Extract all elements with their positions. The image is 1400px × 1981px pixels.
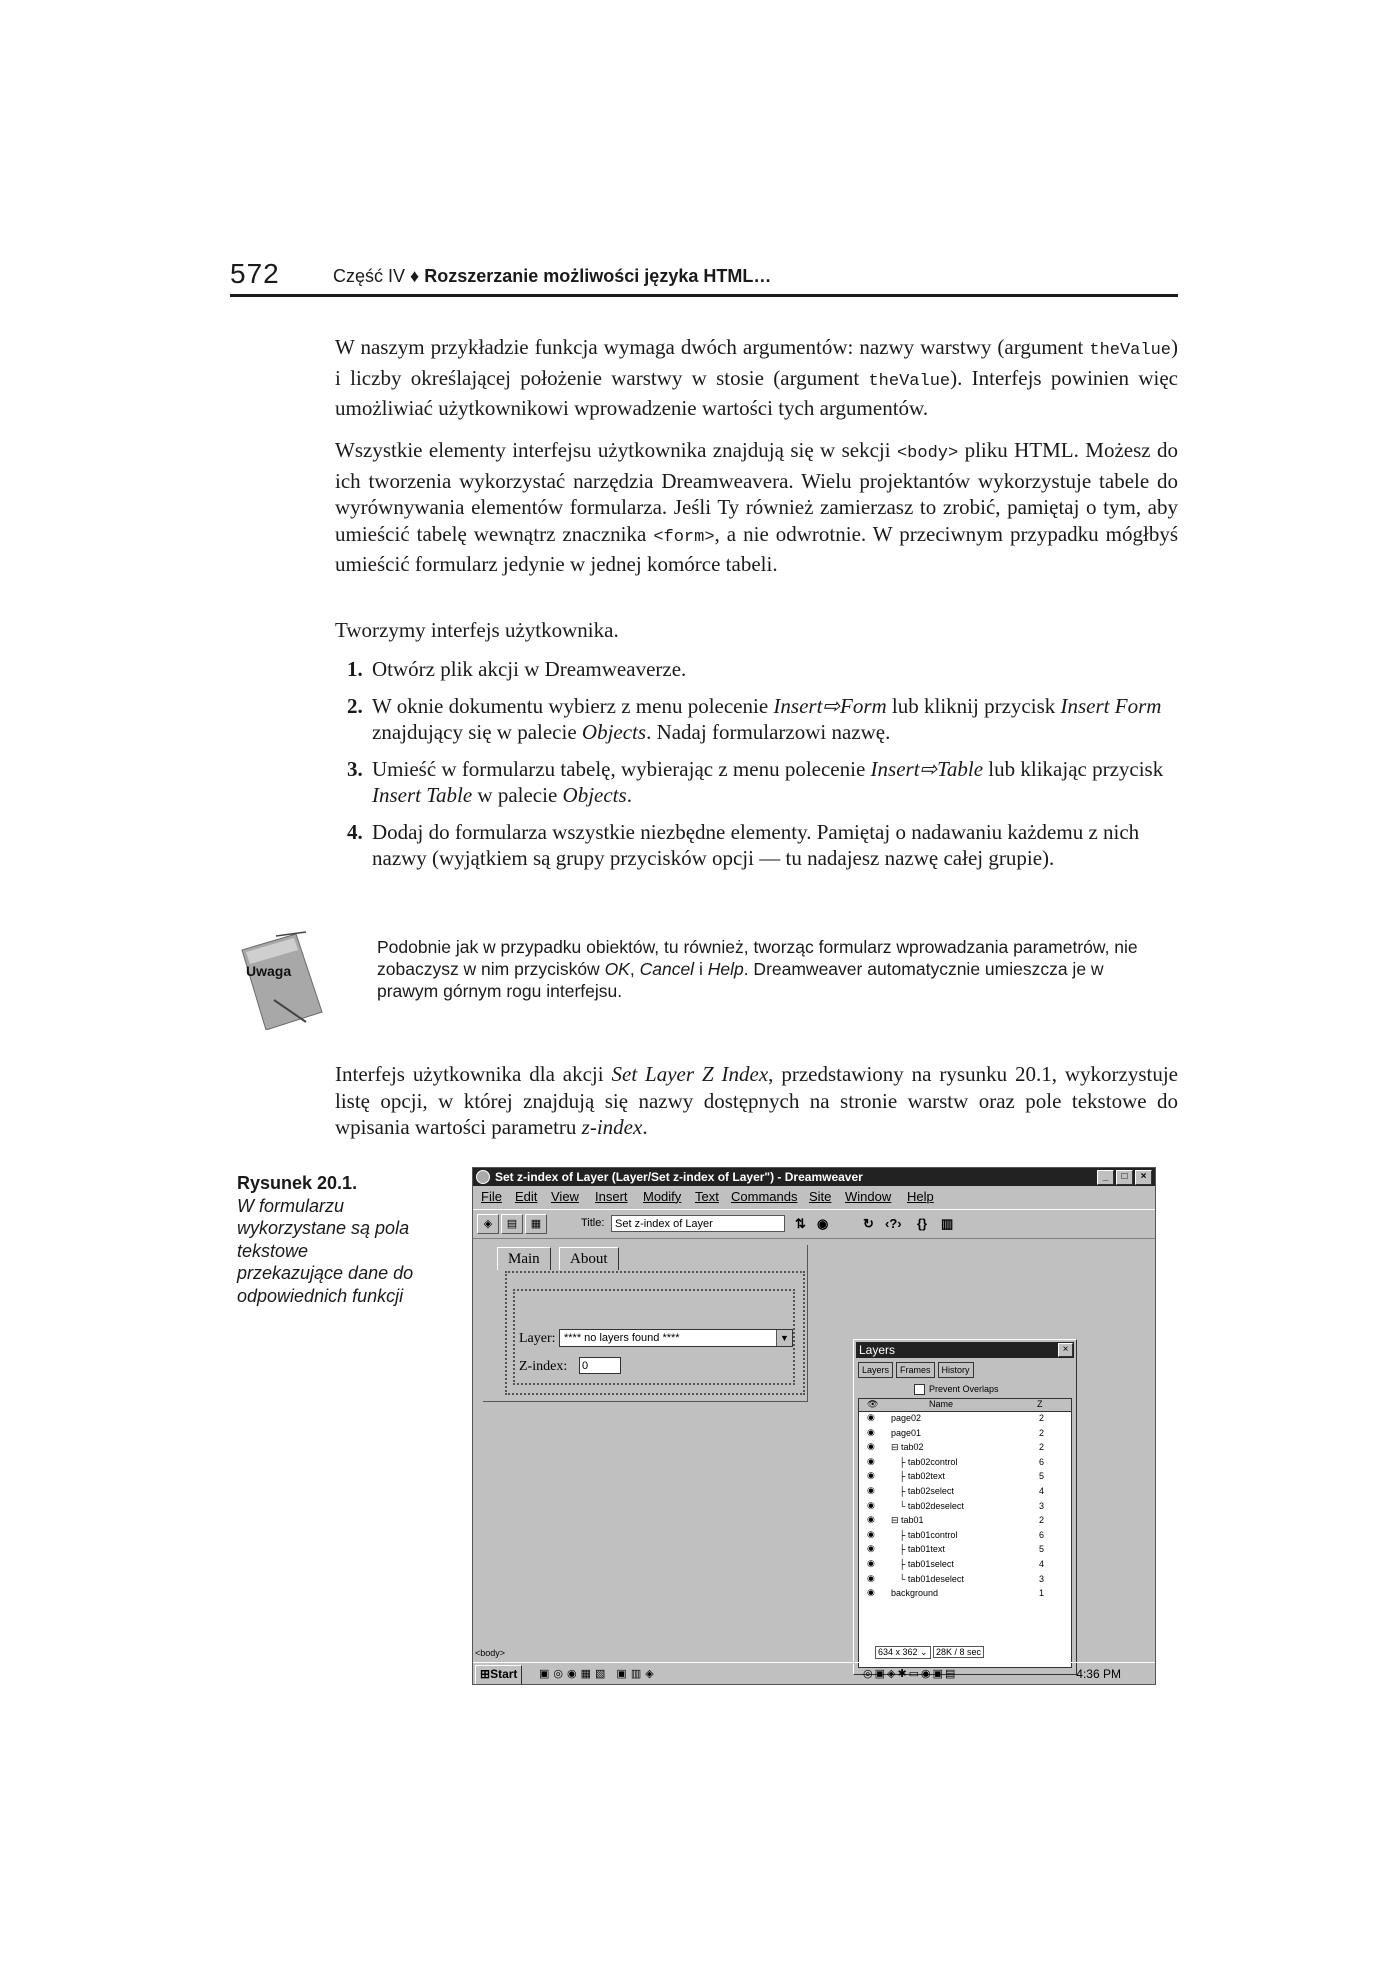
- text-run: Podobnie jak w przypadku obiektów, tu również, tworząc formularz wprowadzania parametrów, nie zobaczysz w nim przycisków: [377, 937, 1138, 979]
- show-code-icon[interactable]: ◈: [477, 1214, 499, 1234]
- close-icon[interactable]: ×: [1135, 1170, 1152, 1185]
- chapter-title: Rozszerzanie możliwości języka HTML…: [424, 266, 772, 286]
- figure-caption: [237, 1172, 417, 1307]
- quick-launch-icons[interactable]: ▣◎◉▦▧ ▣▥◈: [539, 1668, 658, 1680]
- layer-name: page01: [891, 1427, 922, 1438]
- layer-name: ├ tab01select: [899, 1558, 954, 1569]
- layer-list: [858, 1398, 1072, 1668]
- eye-icon[interactable]: ◉: [867, 1441, 875, 1452]
- step-number: 3.: [347, 756, 363, 781]
- panel-title-text: Layers: [859, 1343, 896, 1357]
- menu-edit[interactable]: Edit: [515, 1189, 538, 1204]
- menu-window[interactable]: Window: [845, 1189, 892, 1204]
- form-outline: [505, 1271, 805, 1395]
- layer-z: 6: [1039, 1456, 1045, 1467]
- layer-z: 4: [1039, 1558, 1045, 1569]
- text-run: Interfejs użytkownika dla akcji: [335, 1062, 612, 1086]
- layer-select-value: **** no layers found ****: [564, 1332, 680, 1344]
- text-run: . Dreamweaver automatycznie umieszcza je w prawym górnym rogu interfejsu.: [377, 959, 1104, 1001]
- eye-icon[interactable]: ◉: [867, 1557, 875, 1568]
- layer-name: ├ tab02control: [899, 1456, 958, 1467]
- document-window: [475, 1239, 1153, 1657]
- list-item[interactable]: [859, 1470, 1071, 1485]
- prevent-overlaps-checkbox[interactable]: [914, 1384, 999, 1395]
- menu-file[interactable]: File: [481, 1189, 502, 1204]
- layer-z: 1: [1039, 1588, 1045, 1599]
- menu-site[interactable]: Site: [809, 1189, 832, 1204]
- text-run: znajdujący się w palecie: [372, 720, 582, 744]
- tab-frames[interactable]: Frames: [896, 1362, 935, 1378]
- layers-panel-title: [856, 1342, 1074, 1358]
- view-options-icon[interactable]: ▥: [941, 1216, 954, 1231]
- tab-main[interactable]: Main: [497, 1247, 551, 1270]
- title-label: Title:: [581, 1217, 605, 1229]
- tab-about[interactable]: About: [559, 1247, 619, 1270]
- layer-name: ⊟ tab01: [891, 1515, 924, 1526]
- menu-commands[interactable]: Commands: [731, 1189, 798, 1204]
- code-design-icon[interactable]: ▤: [501, 1214, 523, 1234]
- button-name: Insert Form: [1060, 693, 1162, 718]
- layer-name: ├ tab01text: [899, 1544, 945, 1555]
- layer-name: page02: [891, 1413, 922, 1423]
- list-item[interactable]: [859, 1558, 1071, 1573]
- layer-z: 4: [1039, 1485, 1045, 1496]
- reference-icon[interactable]: ‹?›: [885, 1216, 902, 1231]
- list-item[interactable]: [859, 1485, 1071, 1500]
- eye-icon[interactable]: ◉: [867, 1470, 875, 1481]
- menu-path: Insert⇨Table: [870, 756, 984, 781]
- text-run: i: [694, 959, 708, 979]
- code-form: <form>: [653, 527, 715, 547]
- file-management-icon[interactable]: ⇅: [795, 1216, 806, 1231]
- download-size: 28K / 8 sec: [933, 1646, 984, 1658]
- step-number: 1.: [347, 657, 363, 681]
- windows-icon: ⊞: [480, 1667, 491, 1681]
- eye-icon[interactable]: ◉: [867, 1514, 875, 1525]
- eye-icon[interactable]: 👁: [867, 1399, 879, 1409]
- tag-selector[interactable]: <body>: [475, 1648, 506, 1658]
- palette-name: Objects: [581, 720, 647, 744]
- window-title: Set z-index of Layer (Layer/Set z-index of Layer") - Dreamweaver: [495, 1170, 863, 1184]
- layer-rows: [859, 1412, 1071, 1602]
- text-run: Wszystkie elementy interfejsu użytkownika znajdują się w sekcji: [335, 438, 897, 462]
- list-item: [335, 656, 1178, 683]
- layer-name: ├ tab01control: [899, 1529, 958, 1540]
- eye-icon[interactable]: ◉: [867, 1484, 875, 1495]
- minimize-icon[interactable]: _: [1097, 1170, 1114, 1185]
- separator-icon: ♦: [410, 266, 420, 286]
- step-number: 4.: [347, 819, 363, 844]
- part-label: Część IV: [333, 266, 406, 286]
- step-number: 2.: [347, 693, 363, 718]
- code-navigation-icon[interactable]: {}: [917, 1216, 928, 1231]
- figure-description: W formularzu wykorzystane są pola tekstowe przekazujące dane do odpowiednich funkcji: [237, 1195, 414, 1306]
- design-view-icon[interactable]: ▦: [525, 1214, 547, 1234]
- layers-panel: [853, 1339, 1077, 1675]
- layer-name: ├ tab02select: [899, 1485, 954, 1496]
- paragraph-4: [335, 1061, 1178, 1141]
- paragraph-3: Tworzymy interfejs użytkownika.: [335, 618, 619, 642]
- page-number: 572: [230, 258, 280, 289]
- tab-layers[interactable]: Layers: [858, 1362, 893, 1378]
- text-run: ). Interfejs powinien więc umożliwiać użytkownikowi wprowadzenie wartości tych argumentów.: [335, 365, 1178, 420]
- dreamweaver-screenshot: [472, 1167, 1156, 1685]
- eye-icon[interactable]: ◉: [867, 1412, 875, 1422]
- text-run: ,: [629, 959, 640, 979]
- note-label: Uwaga: [246, 963, 292, 979]
- layer-select[interactable]: [559, 1329, 793, 1347]
- layer-name: └ tab02deselect: [899, 1500, 964, 1511]
- list-item[interactable]: [859, 1500, 1071, 1515]
- list-item: [335, 819, 1178, 872]
- checkbox-icon[interactable]: [914, 1384, 925, 1395]
- action-name: Set Layer Z Index: [611, 1062, 769, 1086]
- button-name: Cancel: [639, 959, 695, 979]
- text-run: .: [626, 783, 632, 807]
- layer-z: 3: [1039, 1500, 1045, 1511]
- clock: 4:36 PM: [1076, 1667, 1121, 1681]
- panel-tabs: [858, 1362, 974, 1378]
- layer-z: 2: [1039, 1427, 1045, 1438]
- steps-list: [335, 656, 1178, 882]
- layer-z: 3: [1039, 1573, 1045, 1584]
- zindex-input[interactable]: 0: [579, 1357, 621, 1374]
- list-item: [335, 756, 1178, 809]
- document-toolbar: [473, 1209, 1155, 1239]
- text-run: lub kliknij przycisk: [886, 693, 1061, 718]
- text-run: pliku HTML. Możesz do ich tworzenia wykorzystać narzędzia Dreamweavera. Wielu projektantów wykorzystuje tabele do wyrównywania elementów formularza. Jeśli Ty również zamierzasz to zrobić, pamiętaj o tym, aby umieścić tabelę wewnątrz znacznika: [335, 438, 1178, 546]
- list-item[interactable]: [859, 1427, 1071, 1442]
- start-label: Start: [490, 1667, 518, 1681]
- close-icon[interactable]: ×: [1058, 1343, 1073, 1357]
- menu-modify[interactable]: Modify: [643, 1189, 682, 1204]
- window-controls: [1097, 1170, 1152, 1185]
- layer-z: 5: [1039, 1471, 1045, 1482]
- menu-path: Insert⇨Form: [773, 693, 887, 718]
- eye-icon[interactable]: ◉: [867, 1572, 875, 1583]
- list-item[interactable]: [859, 1456, 1071, 1471]
- figure-label: Rysunek 20.1.: [237, 1173, 358, 1193]
- layer-name: ├ tab02text: [899, 1471, 945, 1482]
- layer-z: 2: [1039, 1413, 1045, 1423]
- start-button[interactable]: [475, 1665, 522, 1685]
- list-item[interactable]: [859, 1441, 1071, 1456]
- button-name: Help: [707, 959, 744, 979]
- prevent-overlaps-label: Prevent Overlaps: [929, 1384, 999, 1394]
- layer-name: └ tab01deselect: [899, 1573, 964, 1584]
- menu-bar: [473, 1186, 1155, 1208]
- code-thevalue: theValue: [1089, 341, 1171, 360]
- system-tray-icons[interactable]: ◎▣◈✱▭◉▣▤: [863, 1668, 958, 1680]
- layer-z: 2: [1039, 1515, 1045, 1526]
- text-run: . Nadaj formularzowi nazwę.: [646, 720, 891, 744]
- menu-text[interactable]: Text: [695, 1189, 719, 1204]
- zindex-label: Z-index:: [519, 1359, 568, 1374]
- layer-z: 2: [1039, 1442, 1045, 1453]
- column-name: Name: [929, 1399, 954, 1409]
- preview-icon[interactable]: ◉: [817, 1216, 829, 1231]
- list-item[interactable]: [859, 1587, 1071, 1602]
- list-item: [335, 693, 1178, 746]
- running-head: [230, 258, 1178, 297]
- eye-icon[interactable]: ◉: [867, 1426, 875, 1437]
- menu-insert[interactable]: Insert: [595, 1189, 628, 1204]
- form-table: [513, 1289, 795, 1385]
- eye-icon[interactable]: ◉: [867, 1455, 875, 1466]
- chapter-header: [333, 266, 771, 287]
- button-name: Insert Table: [372, 783, 473, 807]
- text-run: , przedstawiony na rysunku 20.1, wykorzystuje listę opcji, w której znajdują się nazwy dostępnych na stronie warstw oraz pole tekstowe do wpisania wartości parametru: [335, 1062, 1179, 1139]
- dreamweaver-icon: [476, 1170, 490, 1184]
- menu-view[interactable]: View: [551, 1189, 579, 1204]
- text-run: , a nie odwrotnie. W przeciwnym przypadku mógłbyś umieścić formularz jedynie w jednej komórce tabeli.: [335, 521, 1178, 576]
- menu-help[interactable]: Help: [907, 1189, 934, 1204]
- text-run: .: [642, 1115, 648, 1139]
- taskbar: [473, 1647, 1155, 1685]
- eye-icon[interactable]: ◉: [867, 1587, 875, 1598]
- text-run: lub klikając przycisk: [983, 756, 1164, 781]
- title-input[interactable]: Set z-index of Layer: [611, 1215, 785, 1232]
- window-titlebar: [473, 1168, 1155, 1186]
- text-run: w palecie: [472, 783, 563, 807]
- layer-z: 6: [1039, 1529, 1045, 1540]
- text-run: Umieść w formularzu tabelę, wybierając z menu polecenie: [372, 756, 871, 781]
- paragraph-1: [335, 334, 1178, 422]
- list-item[interactable]: [859, 1412, 1071, 1427]
- column-z: Z: [1037, 1399, 1043, 1409]
- eye-icon[interactable]: ◉: [867, 1543, 875, 1554]
- button-name: OK: [604, 959, 630, 979]
- maximize-icon[interactable]: □: [1116, 1170, 1133, 1185]
- paragraph-2: [335, 437, 1178, 578]
- chevron-down-icon[interactable]: ▼: [776, 1330, 792, 1346]
- code-thevalue: theValue: [868, 371, 951, 391]
- layer-z: 5: [1039, 1544, 1045, 1555]
- text-run: W oknie dokumentu wybierz z menu polecenie: [372, 693, 774, 718]
- parameter-name: z-index: [581, 1115, 643, 1139]
- text-run: Dodaj do formularza wszystkie niezbędne elementy. Pamiętaj o nadawaniu każdemu z nich nazwy (wyjątkiem są grupy przycisków opcji — tu nadajesz nazwę całej grupie).: [372, 819, 1140, 870]
- layer-list-header: [859, 1399, 1071, 1412]
- design-canvas: [483, 1245, 808, 1402]
- tab-history[interactable]: History: [938, 1362, 974, 1378]
- list-item[interactable]: [859, 1573, 1071, 1588]
- eye-icon[interactable]: ◉: [867, 1499, 875, 1510]
- note-icon: [236, 930, 326, 1030]
- palette-name: Objects: [562, 783, 627, 807]
- eye-icon[interactable]: ◉: [867, 1528, 875, 1539]
- code-body: <body>: [896, 444, 959, 463]
- layer-name: ⊟ tab02: [891, 1442, 924, 1453]
- note-text: [377, 936, 1167, 1002]
- list-item[interactable]: [859, 1514, 1071, 1529]
- refresh-icon[interactable]: ↻: [863, 1216, 874, 1231]
- text-run: Otwórz plik akcji w Dreamweaverze.: [372, 657, 687, 681]
- layer-label: Layer:: [519, 1331, 556, 1346]
- list-item[interactable]: [859, 1529, 1071, 1544]
- list-item[interactable]: [859, 1543, 1071, 1558]
- text-run: ) i liczby określającej położenie warstwy w stosie (argument: [335, 335, 1178, 390]
- window-size[interactable]: 634 x 362 ⌄: [875, 1646, 931, 1659]
- text-run: W naszym przykładzie funkcja wymaga dwóch argumentów: nazwy warstwy (argument: [335, 335, 1090, 359]
- layer-name: background: [891, 1588, 939, 1599]
